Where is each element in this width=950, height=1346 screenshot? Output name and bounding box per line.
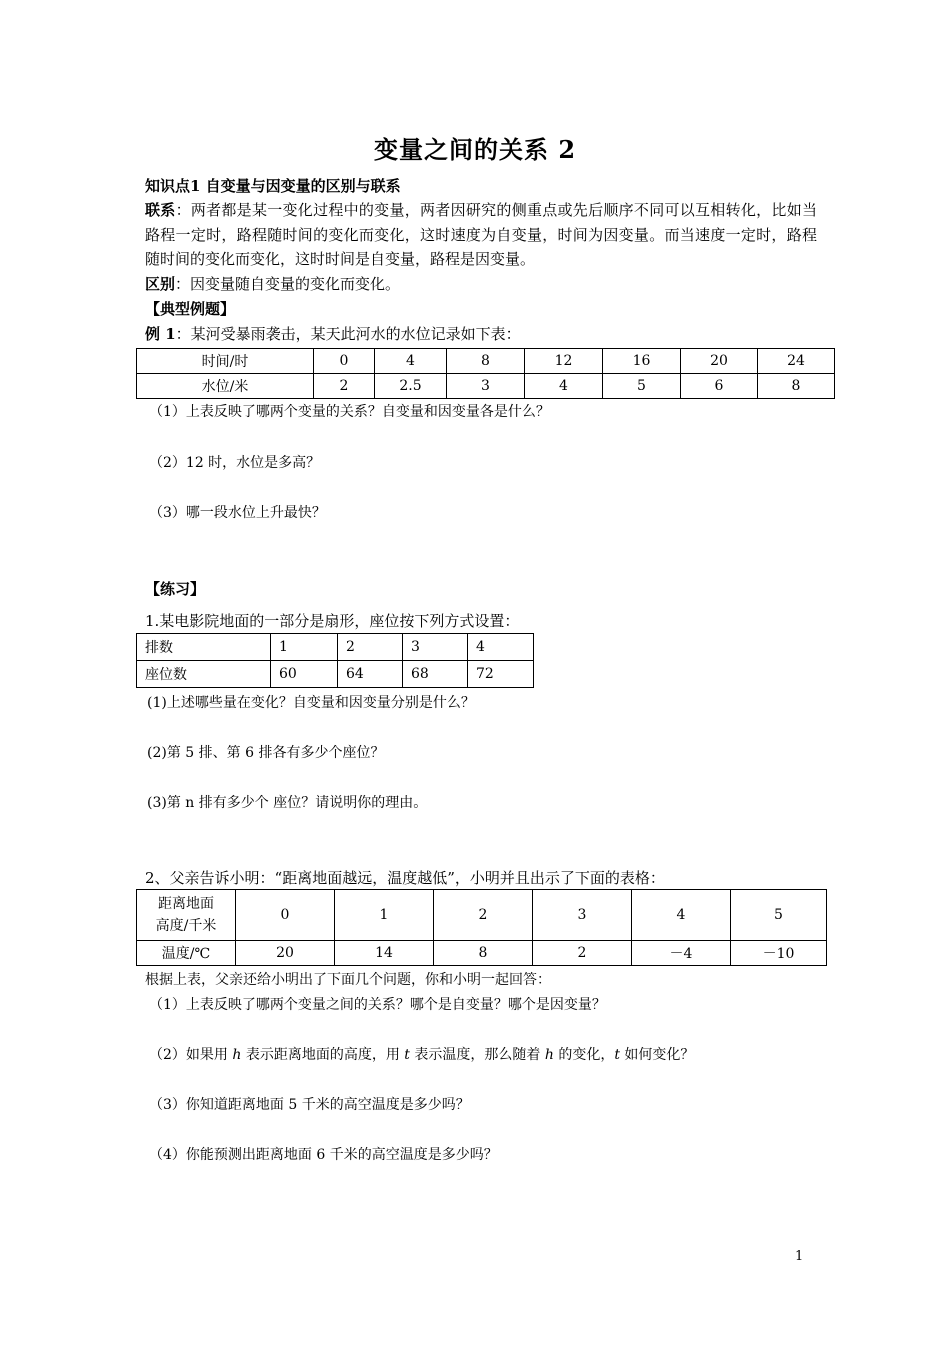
practice2-intro: 2、父亲告诉小明：“距离地面越远，温度越低”，小明并且出示了下面的表格： <box>145 869 665 887</box>
table-cell: 12 <box>525 349 603 374</box>
q2-text: 的变化， <box>553 1047 615 1063</box>
practice2-question-3: （3）你知道距离地面 5 千米的高空温度是多少吗？ <box>149 1097 470 1113</box>
q2-var-t: t <box>614 1047 620 1063</box>
table-cell: 5 <box>603 374 681 399</box>
table-header-cell: 排数 <box>137 634 271 661</box>
table-cell: 8 <box>434 941 533 966</box>
practice1-question-2: (2)第 5 排、第 6 排各有多少个座位？ <box>147 745 385 761</box>
example1-question-2: （2）12 时，水位是多高？ <box>149 455 321 471</box>
table-row <box>137 349 835 374</box>
relation-paragraph <box>145 198 817 272</box>
table-row <box>137 374 835 399</box>
header-line-2: 高度/千米 <box>155 918 217 934</box>
table-cell: －4 <box>632 941 731 966</box>
practice1-question-1: (1)上述哪些量在变化？自变量和因变量分别是什么？ <box>147 695 475 711</box>
table-cell: 16 <box>603 349 681 374</box>
q2-var-h: h <box>232 1047 242 1063</box>
table-header-cell: 时间/时 <box>137 349 314 374</box>
table-header-cell: 水位/米 <box>137 374 314 399</box>
table-row <box>137 661 534 688</box>
q2-text: 表示距离地面的高度，用 <box>241 1047 405 1063</box>
page-title: 变量之间的关系 2 <box>373 135 577 164</box>
q2-text: （2）如果用 <box>149 1047 233 1063</box>
table-row <box>137 634 534 661</box>
table-cell: 8 <box>447 349 525 374</box>
example1-question-3: （3）哪一段水位上升最快？ <box>149 505 326 521</box>
table-cell: 4 <box>632 890 731 941</box>
table-cell: －10 <box>731 941 827 966</box>
page-number: 1 <box>795 1249 804 1264</box>
relation-text: ：两者都是某一变化过程中的变量，两者因研究的侧重点或先后顺序不同可以互相转化，比如当路程一定时，路程随时间的变化而变化，这时速度为自变量，时间为因变量。而当速度一定时，路程随时间的变化而变化，这时时间是自变量，路程是因变量。 <box>145 201 817 268</box>
q2-text: 如何变化？ <box>619 1047 695 1063</box>
q2-text: 表示温度，那么随着 <box>409 1047 545 1063</box>
table-cell: 20 <box>681 349 758 374</box>
practice1-intro: 1.某电影院地面的一部分是扇形，座位按下列方式设置： <box>145 612 520 630</box>
table-cell: 68 <box>403 661 468 688</box>
table-cell: 1 <box>271 634 338 661</box>
table-cell: 1 <box>335 890 434 941</box>
table-cell: 2 <box>434 890 533 941</box>
practice-heading: 【练习】 <box>145 580 206 598</box>
table-cell: 24 <box>758 349 835 374</box>
difference-text: ：因变量随自变量的变化而变化。 <box>175 275 401 293</box>
practice2-question-4: （4）你能预测出距离地面 6 千米的高空温度是多少吗？ <box>149 1147 498 1163</box>
difference-paragraph <box>145 274 400 294</box>
header-line-1: 距离地面 <box>158 896 214 912</box>
practice2-question-2 <box>149 1045 694 1065</box>
practice1-question-3: (3)第 n 排有多少个 座位？请说明你的理由。 <box>147 795 428 811</box>
table-cell: 20 <box>236 941 335 966</box>
table-cell: 4 <box>375 349 447 374</box>
altitude-temperature-table <box>136 889 827 966</box>
practice2-after-table: 根据上表，父亲还给小明出了下面几个问题，你和小明一起回答： <box>145 972 551 988</box>
table-cell: 60 <box>271 661 338 688</box>
relation-label: 联系 <box>145 201 176 219</box>
table-cell: 2 <box>314 374 375 399</box>
table-cell: 6 <box>681 374 758 399</box>
table-cell: 3 <box>447 374 525 399</box>
table-cell: 4 <box>525 374 603 399</box>
table-cell: 5 <box>731 890 827 941</box>
table-cell: 8 <box>758 374 835 399</box>
cinema-seats-table <box>136 633 534 688</box>
knowledge-heading: 知识点1 自变量与因变量的区别与联系 <box>145 177 401 195</box>
water-level-table <box>136 348 835 399</box>
table-cell: 2 <box>338 634 403 661</box>
table-cell: 64 <box>338 661 403 688</box>
table-cell: 0 <box>236 890 335 941</box>
practice2-question-1: （1）上表反映了哪两个变量之间的关系？哪个是自变量？哪个是因变量？ <box>149 997 606 1013</box>
table-cell: 2 <box>533 941 632 966</box>
table-cell: 3 <box>533 890 632 941</box>
example1-intro <box>145 324 521 344</box>
q2-var-t: t <box>404 1047 410 1063</box>
table-cell: 4 <box>468 634 534 661</box>
table-header-cell: 温度/℃ <box>137 941 236 966</box>
table-cell: 14 <box>335 941 434 966</box>
q2-var-h: h <box>544 1047 554 1063</box>
example1-intro-text: ：某河受暴雨袭击，某天此河水的水位记录如下表： <box>175 325 521 343</box>
difference-label: 区别 <box>145 275 176 293</box>
table-row <box>137 941 827 966</box>
example1-label: 例 1 <box>145 325 176 343</box>
example1-question-1: （1）上表反映了哪两个变量的关系？自变量和因变量各是什么？ <box>149 404 550 420</box>
table-header-cell <box>137 890 236 941</box>
examples-heading: 【典型例题】 <box>145 300 236 318</box>
table-cell: 72 <box>468 661 534 688</box>
table-row <box>137 890 827 941</box>
table-cell: 0 <box>314 349 375 374</box>
table-cell: 2.5 <box>375 374 447 399</box>
table-cell: 3 <box>403 634 468 661</box>
table-header-cell: 座位数 <box>137 661 271 688</box>
